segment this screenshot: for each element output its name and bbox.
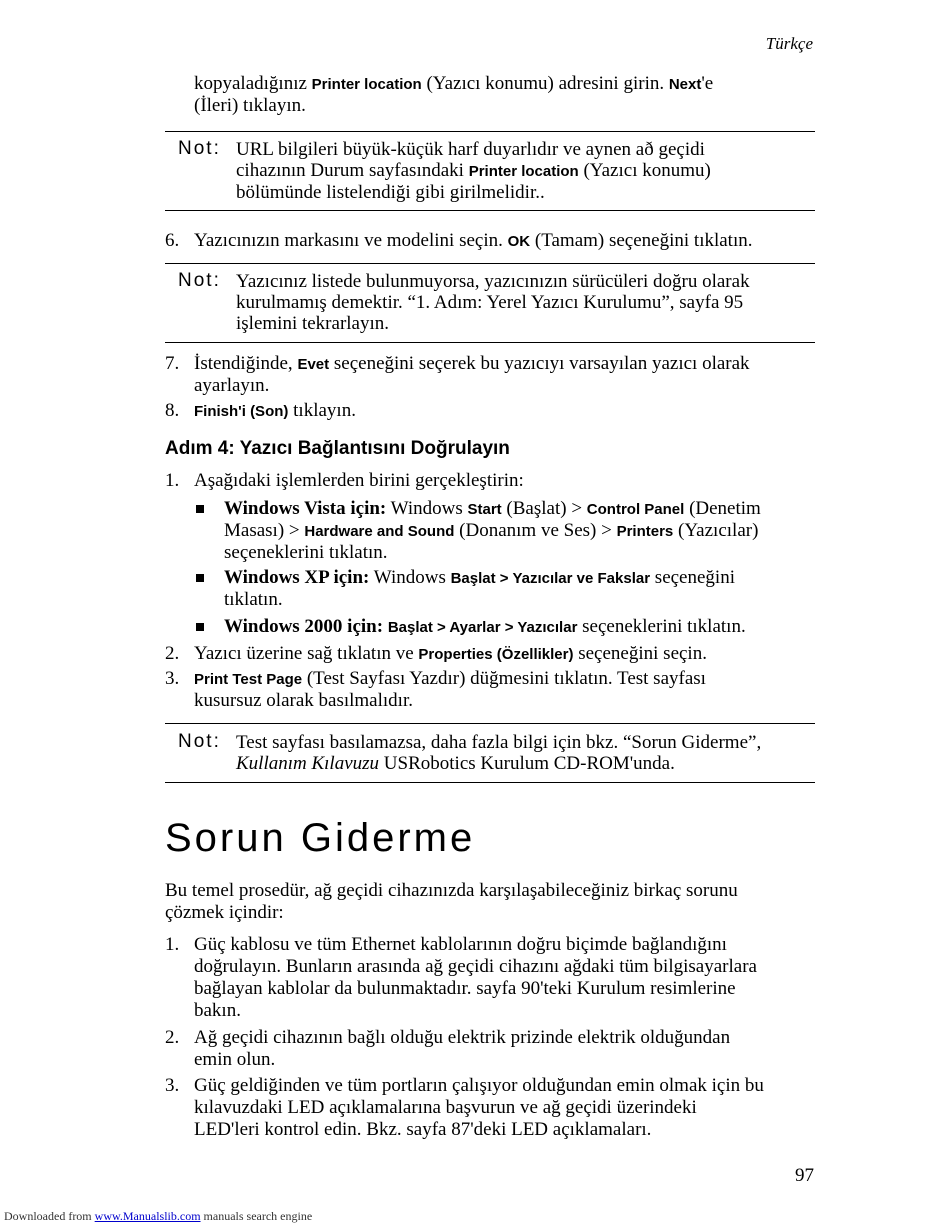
bullet-text: Windows XP için: Windows Başlat > Yazıcılar ve Fakslar seçeneğini — [224, 567, 735, 588]
intro-line-1 — [194, 73, 713, 96]
note-label: Not: — [178, 138, 221, 159]
bullet-text: Masası) > Hardware and Sound (Donanım ve Ses) > Printers (Yazıcılar) — [224, 520, 759, 541]
language-label: Türkçe — [765, 34, 813, 53]
step-number: 7. — [165, 353, 180, 374]
step-text: Güç kablosu ve tüm Ethernet kablolarının doğru biçimde bağlandığını — [194, 934, 727, 955]
page-number: 97 — [795, 1165, 814, 1186]
step-number: 2. — [165, 1027, 180, 1048]
ui-term: Printer location — [468, 163, 579, 180]
note-label: Not: — [178, 270, 221, 291]
bullet-text: tıklatın. — [224, 589, 283, 610]
note-text — [236, 271, 811, 334]
step-text: Ağ geçidi cihazının bağlı olduğu elektrik prizinde elektrik olduğundan — [194, 1027, 731, 1048]
step-number: 6. — [165, 230, 180, 251]
note-line: URL bilgileri büyük-küçük harf duyarlıdır ve aynen að geçidi — [236, 139, 705, 160]
step-number: 2. — [165, 643, 180, 664]
section-heading: Adım 4: Yazıcı Bağlantısını Doğrulayın — [165, 438, 510, 459]
paragraph: Bu temel prosedür, ağ geçidi cihazınızda karşılaşabileceğiniz birkaç sorunu — [165, 880, 738, 901]
step-text: Yazıcı üzerine sağ tıklatın ve Properties (Özellikler) seçeneğini seçin. — [194, 643, 707, 664]
note-rule — [165, 263, 815, 264]
ui-term: Properties (Özellikler) — [418, 646, 574, 663]
ui-term: Başlat > Yazıcılar ve Fakslar — [450, 570, 651, 587]
note-rule — [165, 723, 815, 724]
step-text: doğrulayın. Bunların arasında ağ geçidi cihazını ağdaki tüm bilgisayarlara — [194, 956, 757, 977]
footer-link[interactable]: www.Manualslib.com — [94, 1209, 201, 1223]
intro-text: 'e — [701, 73, 714, 94]
ui-term: Finish'i (Son) — [194, 403, 289, 420]
step-text: emin olun. — [194, 1049, 276, 1070]
step-text: bağlayan kablolar da bulunmaktadır. sayfa 90'teki Kurulum resimlerine — [194, 978, 736, 999]
note-line: Test sayfası basılamazsa, daha fazla bilgi için bkz. “Sorun Giderme”, — [236, 732, 762, 753]
step-number: 1. — [165, 934, 180, 955]
ui-term: Print Test Page — [194, 671, 303, 688]
intro-text: kopyaladığınız — [194, 73, 312, 94]
step-text: LED'leri kontrol edin. Bkz. sayfa 87'deki LED açıklamaları. — [194, 1119, 652, 1140]
note-rule — [165, 342, 815, 343]
page-title: Sorun Giderme — [165, 816, 476, 860]
note-rule — [165, 131, 815, 132]
step-number: 3. — [165, 668, 180, 689]
ui-term: Evet — [297, 356, 330, 373]
bullet-text: seçeneklerini tıklatın. — [224, 542, 388, 563]
step-text: Aşağıdaki işlemlerden birini gerçekleştirin: — [194, 470, 524, 491]
step-text: İstendiğinde, Evet seçeneğini seçerek bu yazıcıyı varsayılan yazıcı olarak — [194, 353, 750, 374]
ui-term: Printers — [616, 523, 674, 540]
step-text: Finish'i (Son) tıklayın. — [194, 400, 356, 421]
bullet-icon — [196, 574, 204, 582]
ui-term: Başlat > Ayarlar > Yazıcılar — [387, 619, 578, 636]
step-text: Güç geldiğinden ve tüm portların çalışıyor olduğundan emin olmak için bu — [194, 1075, 764, 1096]
note-rule — [165, 782, 815, 783]
step-text: kılavuzdaki LED açıklamalarına başvurun ve ağ geçidi üzerindeki — [194, 1097, 697, 1118]
bullet-text: Windows 2000 için: Başlat > Ayarlar > Yazıcılar seçeneklerini tıklatın. — [224, 616, 746, 637]
ui-term: Control Panel — [586, 501, 685, 518]
ui-term: Next — [668, 76, 702, 93]
step-number: 3. — [165, 1075, 180, 1096]
note-line: kurulmamış demektir. “1. Adım: Yerel Yazıcı Kurulumu”, sayfa 95 — [236, 292, 744, 313]
bullet-icon — [196, 505, 204, 513]
note-text — [236, 139, 811, 203]
step-number: 1. — [165, 470, 180, 491]
step-text: bakın. — [194, 1000, 241, 1021]
bullet-icon — [196, 623, 204, 631]
note-rule — [165, 210, 815, 211]
note-line: Yazıcınız listede bulunmuyorsa, yazıcınızın sürücüleri doğru olarak — [236, 271, 750, 292]
ui-term: Hardware and Sound — [304, 523, 455, 540]
note-line: bölümünde listelendiği gibi girilmelidir.. — [236, 182, 545, 203]
ui-term: Start — [467, 501, 502, 518]
bullet-text: Windows Vista için: Windows Start (Başlat) > Control Panel (Denetim — [224, 498, 761, 519]
note-line: Kullanım Kılavuzu USRobotics Kurulum CD-ROM'unda. — [236, 753, 675, 774]
note-line: işlemini tekrarlayın. — [236, 313, 390, 334]
step-number: 8. — [165, 400, 180, 421]
intro-line-2: (İleri) tıklayın. — [194, 95, 306, 116]
step-text: Print Test Page (Test Sayfası Yazdır) düğmesini tıklatın. Test sayfası — [194, 668, 706, 689]
footer: Downloaded from www.Manualslib.com manuals search engine — [4, 1209, 313, 1223]
intro-text: (Yazıcı konumu) adresini girin. — [421, 73, 669, 94]
note-label: Not: — [178, 731, 221, 752]
note-line: cihazının Durum sayfasındaki Printer location (Yazıcı konumu) — [236, 160, 711, 181]
ui-term: OK — [507, 233, 531, 250]
note-text — [236, 732, 811, 774]
ui-term: Printer location — [311, 76, 422, 93]
paragraph: çözmek içindir: — [165, 902, 284, 923]
step-text: Yazıcınızın markasını ve modelini seçin. OK (Tamam) seçeneğini tıklatın. — [194, 230, 753, 251]
step-text: kusursuz olarak basılmalıdır. — [194, 690, 413, 711]
step-text: ayarlayın. — [194, 375, 270, 396]
